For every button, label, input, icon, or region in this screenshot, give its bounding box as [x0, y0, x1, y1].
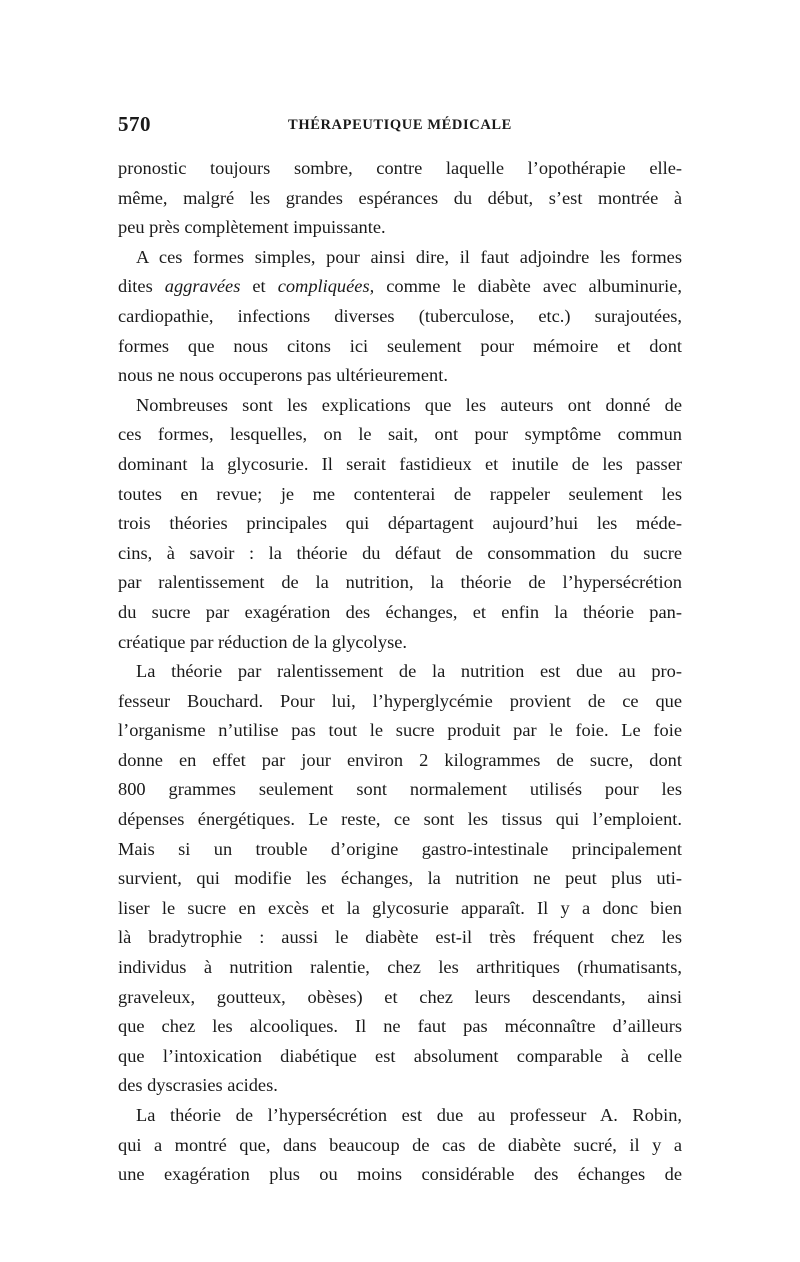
text-line: cins, à savoir : la théorie du défaut de consommation du sucre	[118, 542, 682, 563]
text-line: La théorie de l’hypersécrétion est due au professeur A. Robin,	[136, 1105, 682, 1125]
text-line: pronostic toujours sombre, contre laquelle l’opothérapie elle-	[118, 158, 682, 178]
page-number: 570	[118, 112, 151, 136]
text-line: 800 grammes seulement sont normalement utilisés pour les	[118, 779, 682, 800]
text-line: donne en effet par jour environ 2 kilogrammes de sucre, dont	[118, 749, 682, 770]
text-span: comme le diabète avec albuminurie,	[374, 276, 682, 297]
text-line: l’organisme n’utilise pas tout le sucre produit par le foie. Le foie	[118, 720, 682, 741]
running-title: THÉRAPEUTIQUE MÉDICALE	[288, 117, 512, 133]
text-line: Mais si un trouble d’origine gastro-intestinale principalement	[118, 838, 682, 859]
italic-term: aggravées	[164, 276, 241, 297]
text-line: trois théories principales qui départagent aujourd’hui les méde-	[118, 513, 682, 534]
text-line: cardiopathie, infections diverses (tuberculose, etc.) surajoutées,	[118, 305, 682, 326]
text-line: individus à nutrition ralentie, chez les arthritiques (rhumatisants,	[118, 957, 682, 978]
text-line: peu près complètement impuissante.	[118, 217, 386, 238]
body-text	[118, 154, 682, 1190]
text-line: des dyscrasies acides.	[118, 1075, 278, 1096]
running-head	[118, 112, 682, 148]
text-line: là bradytrophie : aussi le diabète est-il très fréquent chez les	[118, 927, 682, 948]
text-line: toutes en revue; je me contenterai de rappeler seulement les	[118, 483, 682, 504]
text-line: que chez les alcooliques. Il ne faut pas méconnaître d’ailleurs	[118, 1016, 682, 1037]
text-line: La théorie par ralentissement de la nutrition est due au pro-	[136, 661, 682, 682]
text-line: liser le sucre en excès et la glycosurie apparaît. Il y a donc bien	[118, 897, 682, 918]
text-line: qui a montré que, dans beaucoup de cas de diabète sucré, il y a	[118, 1134, 682, 1155]
text-line: créatique par réduction de la glycolyse.	[118, 631, 408, 652]
text-line	[118, 272, 682, 302]
text-line: formes que nous citons ici seulement pour mémoire et dont	[118, 335, 682, 356]
text-line: par ralentissement de la nutrition, la théorie de l’hypersécrétion	[118, 572, 682, 593]
text-line: que l’intoxication diabétique est absolument comparable à celle	[118, 1045, 682, 1066]
text-line: ces formes, lesquelles, on le sait, ont pour symptôme commun	[118, 424, 682, 445]
text-line: du sucre par exagération des échanges, et enfin la théorie pan-	[118, 601, 682, 622]
text-span: dites	[118, 276, 165, 297]
text-line: survient, qui modifie les échanges, la nutrition ne peut plus uti-	[118, 868, 682, 889]
text-line: une exagération plus ou moins considérable des échanges de	[118, 1164, 682, 1185]
text-line: graveleux, goutteux, obèses) et chez leurs descendants, ainsi	[118, 986, 682, 1007]
text-line: dépenses énergétiques. Le reste, ce sont les tissus qui l’emploient.	[118, 809, 682, 830]
text-line: dominant la glycosurie. Il serait fastidieux et inutile de les passer	[118, 453, 682, 474]
text-line: Nombreuses sont les explications que les auteurs ont donné de	[136, 394, 682, 415]
italic-term: compliquées,	[277, 276, 375, 297]
text-line: nous ne nous occuperons pas ultérieurement.	[118, 365, 448, 386]
book-page	[118, 112, 682, 1190]
text-line: fesseur Bouchard. Pour lui, l’hyperglycémie provient de ce que	[118, 690, 682, 711]
text-line: même, malgré les grandes espérances du début, s’est montrée à	[118, 187, 682, 208]
text-span: et	[240, 276, 278, 297]
text-line: A ces formes simples, pour ainsi dire, il faut adjoindre les formes	[136, 246, 682, 267]
